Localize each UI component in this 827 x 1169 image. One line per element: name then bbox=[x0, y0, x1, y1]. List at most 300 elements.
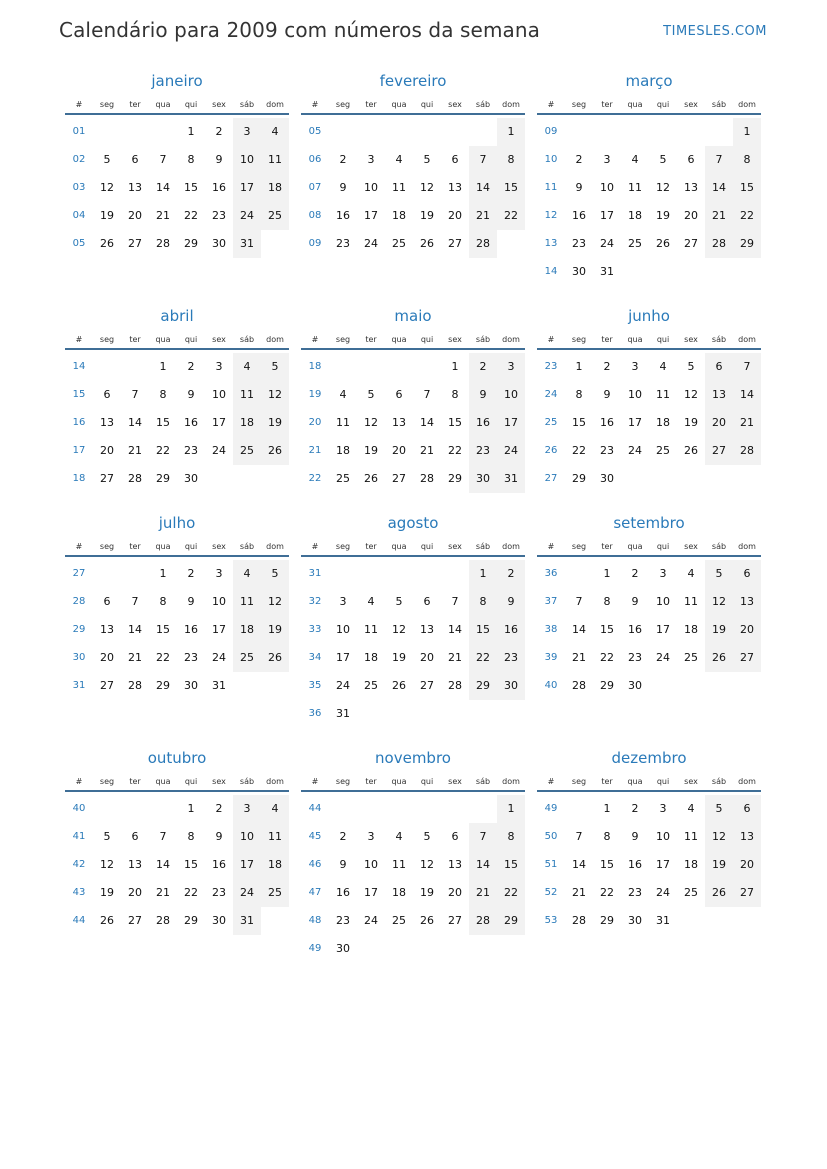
day-cell[interactable]: 9 bbox=[339, 181, 347, 194]
day-cell[interactable]: 3 bbox=[215, 360, 223, 373]
weekend-day-cell[interactable]: 26 bbox=[705, 644, 733, 672]
day-cell[interactable]: 20 bbox=[448, 209, 462, 222]
day-cell[interactable]: 24 bbox=[364, 237, 378, 250]
day-cell[interactable]: 9 bbox=[631, 830, 639, 843]
day-cell[interactable]: 7 bbox=[575, 595, 583, 608]
weekend-day-cell[interactable]: 17 bbox=[497, 409, 525, 437]
day-cell[interactable]: 30 bbox=[628, 914, 642, 927]
weekend-day-cell[interactable]: 2 bbox=[469, 353, 497, 381]
day-cell[interactable]: 9 bbox=[575, 181, 583, 194]
day-cell[interactable]: 15 bbox=[184, 181, 198, 194]
weekend-day-cell[interactable]: 9 bbox=[497, 588, 525, 616]
weekend-day-cell[interactable]: 28 bbox=[469, 907, 497, 935]
weekend-day-cell[interactable]: 24 bbox=[497, 437, 525, 465]
day-cell[interactable]: 5 bbox=[423, 830, 431, 843]
day-cell[interactable]: 18 bbox=[684, 623, 698, 636]
day-cell[interactable]: 6 bbox=[451, 153, 459, 166]
weekend-day-cell[interactable]: 22 bbox=[497, 202, 525, 230]
day-cell[interactable]: 1 bbox=[159, 567, 167, 580]
day-cell[interactable]: 6 bbox=[687, 153, 695, 166]
weekend-day-cell[interactable]: 11 bbox=[233, 588, 261, 616]
day-cell[interactable]: 4 bbox=[395, 830, 403, 843]
weekend-day-cell[interactable]: 10 bbox=[497, 381, 525, 409]
day-cell[interactable]: 7 bbox=[131, 388, 139, 401]
day-cell[interactable]: 30 bbox=[212, 237, 226, 250]
weekend-day-cell[interactable]: 15 bbox=[497, 851, 525, 879]
weekend-day-cell[interactable]: 4 bbox=[233, 560, 261, 588]
day-cell[interactable]: 26 bbox=[684, 444, 698, 457]
day-cell[interactable]: 6 bbox=[103, 595, 111, 608]
day-cell[interactable]: 25 bbox=[628, 237, 642, 250]
day-cell[interactable]: 3 bbox=[659, 802, 667, 815]
day-cell[interactable]: 30 bbox=[600, 472, 614, 485]
day-cell[interactable]: 8 bbox=[187, 830, 195, 843]
day-cell[interactable]: 16 bbox=[628, 858, 642, 871]
day-cell[interactable]: 2 bbox=[631, 567, 639, 580]
weekend-day-cell[interactable]: 12 bbox=[705, 823, 733, 851]
day-cell[interactable]: 17 bbox=[628, 416, 642, 429]
day-cell[interactable]: 23 bbox=[600, 444, 614, 457]
day-cell[interactable]: 7 bbox=[575, 830, 583, 843]
day-cell[interactable]: 11 bbox=[628, 181, 642, 194]
day-cell[interactable]: 9 bbox=[631, 595, 639, 608]
day-cell[interactable]: 26 bbox=[420, 914, 434, 927]
day-cell[interactable]: 23 bbox=[184, 444, 198, 457]
day-cell[interactable]: 23 bbox=[184, 651, 198, 664]
day-cell[interactable]: 20 bbox=[392, 444, 406, 457]
weekend-day-cell[interactable]: 11 bbox=[233, 381, 261, 409]
day-cell[interactable]: 24 bbox=[628, 444, 642, 457]
weekend-day-cell[interactable]: 5 bbox=[261, 353, 289, 381]
day-cell[interactable]: 25 bbox=[684, 886, 698, 899]
day-cell[interactable]: 14 bbox=[448, 623, 462, 636]
weekend-day-cell[interactable]: 31 bbox=[233, 230, 261, 258]
day-cell[interactable]: 21 bbox=[156, 886, 170, 899]
day-cell[interactable]: 1 bbox=[603, 802, 611, 815]
weekend-day-cell[interactable]: 26 bbox=[261, 437, 289, 465]
day-cell[interactable]: 18 bbox=[628, 209, 642, 222]
day-cell[interactable]: 8 bbox=[575, 388, 583, 401]
day-cell[interactable]: 25 bbox=[684, 651, 698, 664]
weekend-day-cell[interactable]: 12 bbox=[261, 588, 289, 616]
day-cell[interactable]: 1 bbox=[187, 802, 195, 815]
day-cell[interactable]: 25 bbox=[364, 679, 378, 692]
weekend-day-cell[interactable]: 27 bbox=[733, 644, 761, 672]
day-cell[interactable]: 27 bbox=[420, 679, 434, 692]
day-cell[interactable]: 30 bbox=[572, 265, 586, 278]
day-cell[interactable]: 26 bbox=[392, 679, 406, 692]
day-cell[interactable]: 11 bbox=[364, 623, 378, 636]
day-cell[interactable]: 12 bbox=[420, 858, 434, 871]
day-cell[interactable]: 14 bbox=[572, 623, 586, 636]
day-cell[interactable]: 12 bbox=[364, 416, 378, 429]
day-cell[interactable]: 16 bbox=[184, 623, 198, 636]
weekend-day-cell[interactable]: 31 bbox=[497, 465, 525, 493]
day-cell[interactable]: 25 bbox=[392, 237, 406, 250]
day-cell[interactable]: 27 bbox=[448, 237, 462, 250]
day-cell[interactable]: 21 bbox=[128, 444, 142, 457]
day-cell[interactable]: 8 bbox=[451, 388, 459, 401]
day-cell[interactable]: 3 bbox=[603, 153, 611, 166]
day-cell[interactable]: 22 bbox=[600, 886, 614, 899]
weekend-day-cell[interactable]: 25 bbox=[261, 202, 289, 230]
day-cell[interactable]: 3 bbox=[659, 567, 667, 580]
weekend-day-cell[interactable]: 28 bbox=[733, 437, 761, 465]
weekend-day-cell[interactable]: 25 bbox=[233, 437, 261, 465]
day-cell[interactable]: 14 bbox=[128, 623, 142, 636]
day-cell[interactable]: 19 bbox=[100, 886, 114, 899]
day-cell[interactable]: 4 bbox=[367, 595, 375, 608]
day-cell[interactable]: 28 bbox=[572, 914, 586, 927]
weekend-day-cell[interactable]: 17 bbox=[233, 851, 261, 879]
weekend-day-cell[interactable]: 8 bbox=[733, 146, 761, 174]
day-cell[interactable]: 20 bbox=[100, 444, 114, 457]
weekend-day-cell[interactable]: 1 bbox=[733, 118, 761, 146]
day-cell[interactable]: 29 bbox=[156, 679, 170, 692]
day-cell[interactable]: 30 bbox=[628, 679, 642, 692]
day-cell[interactable]: 12 bbox=[392, 623, 406, 636]
day-cell[interactable]: 16 bbox=[336, 209, 350, 222]
weekend-day-cell[interactable]: 31 bbox=[233, 907, 261, 935]
day-cell[interactable]: 4 bbox=[339, 388, 347, 401]
weekend-day-cell[interactable]: 25 bbox=[233, 644, 261, 672]
day-cell[interactable]: 29 bbox=[600, 914, 614, 927]
day-cell[interactable]: 22 bbox=[156, 651, 170, 664]
weekend-day-cell[interactable]: 22 bbox=[469, 644, 497, 672]
day-cell[interactable]: 15 bbox=[156, 623, 170, 636]
day-cell[interactable]: 8 bbox=[603, 595, 611, 608]
day-cell[interactable]: 5 bbox=[659, 153, 667, 166]
day-cell[interactable]: 19 bbox=[420, 209, 434, 222]
day-cell[interactable]: 24 bbox=[212, 651, 226, 664]
weekend-day-cell[interactable]: 14 bbox=[469, 851, 497, 879]
weekend-day-cell[interactable]: 8 bbox=[497, 823, 525, 851]
day-cell[interactable]: 14 bbox=[572, 858, 586, 871]
day-cell[interactable]: 23 bbox=[212, 886, 226, 899]
day-cell[interactable]: 1 bbox=[187, 125, 195, 138]
weekend-day-cell[interactable]: 28 bbox=[469, 230, 497, 258]
weekend-day-cell[interactable]: 6 bbox=[733, 560, 761, 588]
day-cell[interactable]: 24 bbox=[656, 886, 670, 899]
day-cell[interactable]: 6 bbox=[395, 388, 403, 401]
day-cell[interactable]: 18 bbox=[392, 886, 406, 899]
weekend-day-cell[interactable]: 21 bbox=[469, 202, 497, 230]
weekend-day-cell[interactable]: 1 bbox=[497, 118, 525, 146]
day-cell[interactable]: 22 bbox=[184, 886, 198, 899]
weekend-day-cell[interactable]: 7 bbox=[705, 146, 733, 174]
day-cell[interactable]: 4 bbox=[631, 153, 639, 166]
day-cell[interactable]: 2 bbox=[187, 360, 195, 373]
weekend-day-cell[interactable]: 15 bbox=[469, 616, 497, 644]
day-cell[interactable]: 30 bbox=[184, 472, 198, 485]
day-cell[interactable]: 24 bbox=[336, 679, 350, 692]
day-cell[interactable]: 19 bbox=[364, 444, 378, 457]
weekend-day-cell[interactable]: 19 bbox=[261, 616, 289, 644]
day-cell[interactable]: 3 bbox=[215, 567, 223, 580]
day-cell[interactable]: 1 bbox=[603, 567, 611, 580]
day-cell[interactable]: 9 bbox=[187, 595, 195, 608]
weekend-day-cell[interactable]: 24 bbox=[233, 879, 261, 907]
day-cell[interactable]: 16 bbox=[212, 858, 226, 871]
day-cell[interactable]: 29 bbox=[600, 679, 614, 692]
weekend-day-cell[interactable]: 4 bbox=[233, 353, 261, 381]
day-cell[interactable]: 27 bbox=[100, 472, 114, 485]
day-cell[interactable]: 3 bbox=[631, 360, 639, 373]
day-cell[interactable]: 10 bbox=[364, 181, 378, 194]
day-cell[interactable]: 4 bbox=[687, 567, 695, 580]
day-cell[interactable]: 3 bbox=[367, 830, 375, 843]
day-cell[interactable]: 6 bbox=[423, 595, 431, 608]
day-cell[interactable]: 20 bbox=[128, 209, 142, 222]
day-cell[interactable]: 18 bbox=[364, 651, 378, 664]
day-cell[interactable]: 21 bbox=[128, 651, 142, 664]
day-cell[interactable]: 24 bbox=[600, 237, 614, 250]
weekend-day-cell[interactable]: 22 bbox=[733, 202, 761, 230]
day-cell[interactable]: 17 bbox=[656, 858, 670, 871]
day-cell[interactable]: 26 bbox=[100, 237, 114, 250]
day-cell[interactable]: 17 bbox=[212, 623, 226, 636]
day-cell[interactable]: 25 bbox=[392, 914, 406, 927]
day-cell[interactable]: 27 bbox=[684, 237, 698, 250]
day-cell[interactable]: 19 bbox=[656, 209, 670, 222]
weekend-day-cell[interactable]: 7 bbox=[733, 353, 761, 381]
weekend-day-cell[interactable]: 17 bbox=[233, 174, 261, 202]
day-cell[interactable]: 26 bbox=[656, 237, 670, 250]
day-cell[interactable]: 10 bbox=[336, 623, 350, 636]
weekend-day-cell[interactable]: 15 bbox=[733, 174, 761, 202]
day-cell[interactable]: 19 bbox=[392, 651, 406, 664]
day-cell[interactable]: 28 bbox=[572, 679, 586, 692]
weekend-day-cell[interactable]: 28 bbox=[705, 230, 733, 258]
day-cell[interactable]: 2 bbox=[215, 802, 223, 815]
day-cell[interactable]: 14 bbox=[156, 858, 170, 871]
weekend-day-cell[interactable]: 4 bbox=[261, 795, 289, 823]
day-cell[interactable]: 30 bbox=[184, 679, 198, 692]
day-cell[interactable]: 17 bbox=[212, 416, 226, 429]
day-cell[interactable]: 23 bbox=[336, 237, 350, 250]
day-cell[interactable]: 21 bbox=[420, 444, 434, 457]
day-cell[interactable]: 12 bbox=[100, 181, 114, 194]
weekend-day-cell[interactable]: 18 bbox=[233, 616, 261, 644]
day-cell[interactable]: 28 bbox=[448, 679, 462, 692]
day-cell[interactable]: 8 bbox=[187, 153, 195, 166]
day-cell[interactable]: 31 bbox=[336, 707, 350, 720]
day-cell[interactable]: 16 bbox=[184, 416, 198, 429]
weekend-day-cell[interactable]: 26 bbox=[705, 879, 733, 907]
weekend-day-cell[interactable]: 26 bbox=[261, 644, 289, 672]
day-cell[interactable]: 11 bbox=[684, 830, 698, 843]
weekend-day-cell[interactable]: 13 bbox=[705, 381, 733, 409]
day-cell[interactable]: 1 bbox=[575, 360, 583, 373]
day-cell[interactable]: 13 bbox=[128, 181, 142, 194]
day-cell[interactable]: 6 bbox=[131, 830, 139, 843]
day-cell[interactable]: 29 bbox=[184, 237, 198, 250]
weekend-day-cell[interactable]: 7 bbox=[469, 823, 497, 851]
day-cell[interactable]: 28 bbox=[156, 914, 170, 927]
weekend-day-cell[interactable]: 8 bbox=[497, 146, 525, 174]
day-cell[interactable]: 18 bbox=[392, 209, 406, 222]
weekend-day-cell[interactable]: 8 bbox=[469, 588, 497, 616]
day-cell[interactable]: 20 bbox=[684, 209, 698, 222]
weekend-day-cell[interactable]: 14 bbox=[733, 381, 761, 409]
day-cell[interactable]: 15 bbox=[600, 623, 614, 636]
day-cell[interactable]: 3 bbox=[339, 595, 347, 608]
day-cell[interactable]: 23 bbox=[212, 209, 226, 222]
day-cell[interactable]: 17 bbox=[656, 623, 670, 636]
weekend-day-cell[interactable]: 1 bbox=[469, 560, 497, 588]
day-cell[interactable]: 27 bbox=[100, 679, 114, 692]
day-cell[interactable]: 11 bbox=[336, 416, 350, 429]
day-cell[interactable]: 20 bbox=[448, 886, 462, 899]
weekend-day-cell[interactable]: 19 bbox=[705, 851, 733, 879]
day-cell[interactable]: 8 bbox=[159, 388, 167, 401]
weekend-day-cell[interactable]: 18 bbox=[261, 174, 289, 202]
day-cell[interactable]: 18 bbox=[684, 858, 698, 871]
day-cell[interactable]: 28 bbox=[420, 472, 434, 485]
day-cell[interactable]: 24 bbox=[364, 914, 378, 927]
day-cell[interactable]: 9 bbox=[603, 388, 611, 401]
weekend-day-cell[interactable]: 21 bbox=[705, 202, 733, 230]
weekend-day-cell[interactable]: 11 bbox=[261, 823, 289, 851]
weekend-day-cell[interactable]: 16 bbox=[469, 409, 497, 437]
weekend-day-cell[interactable]: 15 bbox=[497, 174, 525, 202]
day-cell[interactable]: 6 bbox=[131, 153, 139, 166]
weekend-day-cell[interactable]: 30 bbox=[469, 465, 497, 493]
day-cell[interactable]: 5 bbox=[103, 830, 111, 843]
weekend-day-cell[interactable]: 9 bbox=[469, 381, 497, 409]
weekend-day-cell[interactable]: 12 bbox=[705, 588, 733, 616]
weekend-day-cell[interactable]: 14 bbox=[469, 174, 497, 202]
day-cell[interactable]: 22 bbox=[184, 209, 198, 222]
day-cell[interactable]: 4 bbox=[659, 360, 667, 373]
day-cell[interactable]: 13 bbox=[100, 623, 114, 636]
day-cell[interactable]: 24 bbox=[212, 444, 226, 457]
day-cell[interactable]: 5 bbox=[395, 595, 403, 608]
day-cell[interactable]: 16 bbox=[336, 886, 350, 899]
weekend-day-cell[interactable]: 7 bbox=[469, 146, 497, 174]
day-cell[interactable]: 6 bbox=[451, 830, 459, 843]
day-cell[interactable]: 21 bbox=[448, 651, 462, 664]
weekend-day-cell[interactable]: 13 bbox=[733, 588, 761, 616]
day-cell[interactable]: 13 bbox=[420, 623, 434, 636]
day-cell[interactable]: 26 bbox=[420, 237, 434, 250]
day-cell[interactable]: 19 bbox=[420, 886, 434, 899]
day-cell[interactable]: 13 bbox=[100, 416, 114, 429]
day-cell[interactable]: 31 bbox=[656, 914, 670, 927]
day-cell[interactable]: 18 bbox=[656, 416, 670, 429]
day-cell[interactable]: 18 bbox=[336, 444, 350, 457]
day-cell[interactable]: 10 bbox=[656, 595, 670, 608]
day-cell[interactable]: 11 bbox=[392, 181, 406, 194]
day-cell[interactable]: 15 bbox=[156, 416, 170, 429]
day-cell[interactable]: 13 bbox=[448, 858, 462, 871]
weekend-day-cell[interactable]: 16 bbox=[497, 616, 525, 644]
day-cell[interactable]: 15 bbox=[600, 858, 614, 871]
weekend-day-cell[interactable]: 29 bbox=[469, 672, 497, 700]
weekend-day-cell[interactable]: 27 bbox=[733, 879, 761, 907]
day-cell[interactable]: 16 bbox=[628, 623, 642, 636]
day-cell[interactable]: 2 bbox=[215, 125, 223, 138]
weekend-day-cell[interactable]: 14 bbox=[705, 174, 733, 202]
weekend-day-cell[interactable]: 3 bbox=[497, 353, 525, 381]
day-cell[interactable]: 1 bbox=[451, 360, 459, 373]
day-cell[interactable]: 2 bbox=[631, 802, 639, 815]
weekend-day-cell[interactable]: 24 bbox=[233, 202, 261, 230]
day-cell[interactable]: 29 bbox=[448, 472, 462, 485]
weekend-day-cell[interactable]: 20 bbox=[705, 409, 733, 437]
weekend-day-cell[interactable]: 19 bbox=[705, 616, 733, 644]
day-cell[interactable]: 10 bbox=[600, 181, 614, 194]
day-cell[interactable]: 25 bbox=[336, 472, 350, 485]
day-cell[interactable]: 23 bbox=[628, 886, 642, 899]
day-cell[interactable]: 9 bbox=[187, 388, 195, 401]
weekend-day-cell[interactable]: 18 bbox=[233, 409, 261, 437]
weekend-day-cell[interactable]: 12 bbox=[261, 381, 289, 409]
day-cell[interactable]: 17 bbox=[336, 651, 350, 664]
day-cell[interactable]: 7 bbox=[451, 595, 459, 608]
weekend-day-cell[interactable]: 10 bbox=[233, 823, 261, 851]
day-cell[interactable]: 13 bbox=[448, 181, 462, 194]
day-cell[interactable]: 16 bbox=[212, 181, 226, 194]
weekend-day-cell[interactable]: 21 bbox=[469, 879, 497, 907]
day-cell[interactable]: 7 bbox=[423, 388, 431, 401]
day-cell[interactable]: 25 bbox=[656, 444, 670, 457]
day-cell[interactable]: 17 bbox=[364, 209, 378, 222]
day-cell[interactable]: 27 bbox=[128, 237, 142, 250]
day-cell[interactable]: 31 bbox=[600, 265, 614, 278]
day-cell[interactable]: 4 bbox=[395, 153, 403, 166]
day-cell[interactable]: 7 bbox=[159, 830, 167, 843]
weekend-day-cell[interactable]: 21 bbox=[733, 409, 761, 437]
weekend-day-cell[interactable]: 13 bbox=[733, 823, 761, 851]
weekend-day-cell[interactable]: 5 bbox=[261, 560, 289, 588]
day-cell[interactable]: 15 bbox=[448, 416, 462, 429]
day-cell[interactable]: 2 bbox=[187, 567, 195, 580]
day-cell[interactable]: 13 bbox=[684, 181, 698, 194]
day-cell[interactable]: 6 bbox=[103, 388, 111, 401]
day-cell[interactable]: 28 bbox=[128, 472, 142, 485]
day-cell[interactable]: 8 bbox=[603, 830, 611, 843]
day-cell[interactable]: 5 bbox=[367, 388, 375, 401]
day-cell[interactable]: 20 bbox=[128, 886, 142, 899]
day-cell[interactable]: 22 bbox=[448, 444, 462, 457]
day-cell[interactable]: 30 bbox=[336, 942, 350, 955]
weekend-day-cell[interactable]: 5 bbox=[705, 795, 733, 823]
day-cell[interactable]: 2 bbox=[339, 153, 347, 166]
day-cell[interactable]: 28 bbox=[128, 679, 142, 692]
day-cell[interactable]: 9 bbox=[215, 830, 223, 843]
weekend-day-cell[interactable]: 6 bbox=[705, 353, 733, 381]
day-cell[interactable]: 26 bbox=[364, 472, 378, 485]
day-cell[interactable]: 1 bbox=[159, 360, 167, 373]
day-cell[interactable]: 27 bbox=[392, 472, 406, 485]
day-cell[interactable]: 19 bbox=[100, 209, 114, 222]
day-cell[interactable]: 22 bbox=[600, 651, 614, 664]
brand-logo[interactable]: TIMESLES.COM bbox=[663, 24, 767, 39]
day-cell[interactable]: 12 bbox=[420, 181, 434, 194]
day-cell[interactable]: 30 bbox=[212, 914, 226, 927]
day-cell[interactable]: 13 bbox=[392, 416, 406, 429]
day-cell[interactable]: 21 bbox=[572, 651, 586, 664]
weekend-day-cell[interactable]: 30 bbox=[497, 672, 525, 700]
weekend-day-cell[interactable]: 23 bbox=[469, 437, 497, 465]
weekend-day-cell[interactable]: 22 bbox=[497, 879, 525, 907]
day-cell[interactable]: 10 bbox=[628, 388, 642, 401]
day-cell[interactable]: 7 bbox=[131, 595, 139, 608]
weekend-day-cell[interactable]: 20 bbox=[733, 851, 761, 879]
day-cell[interactable]: 9 bbox=[339, 858, 347, 871]
day-cell[interactable]: 20 bbox=[420, 651, 434, 664]
